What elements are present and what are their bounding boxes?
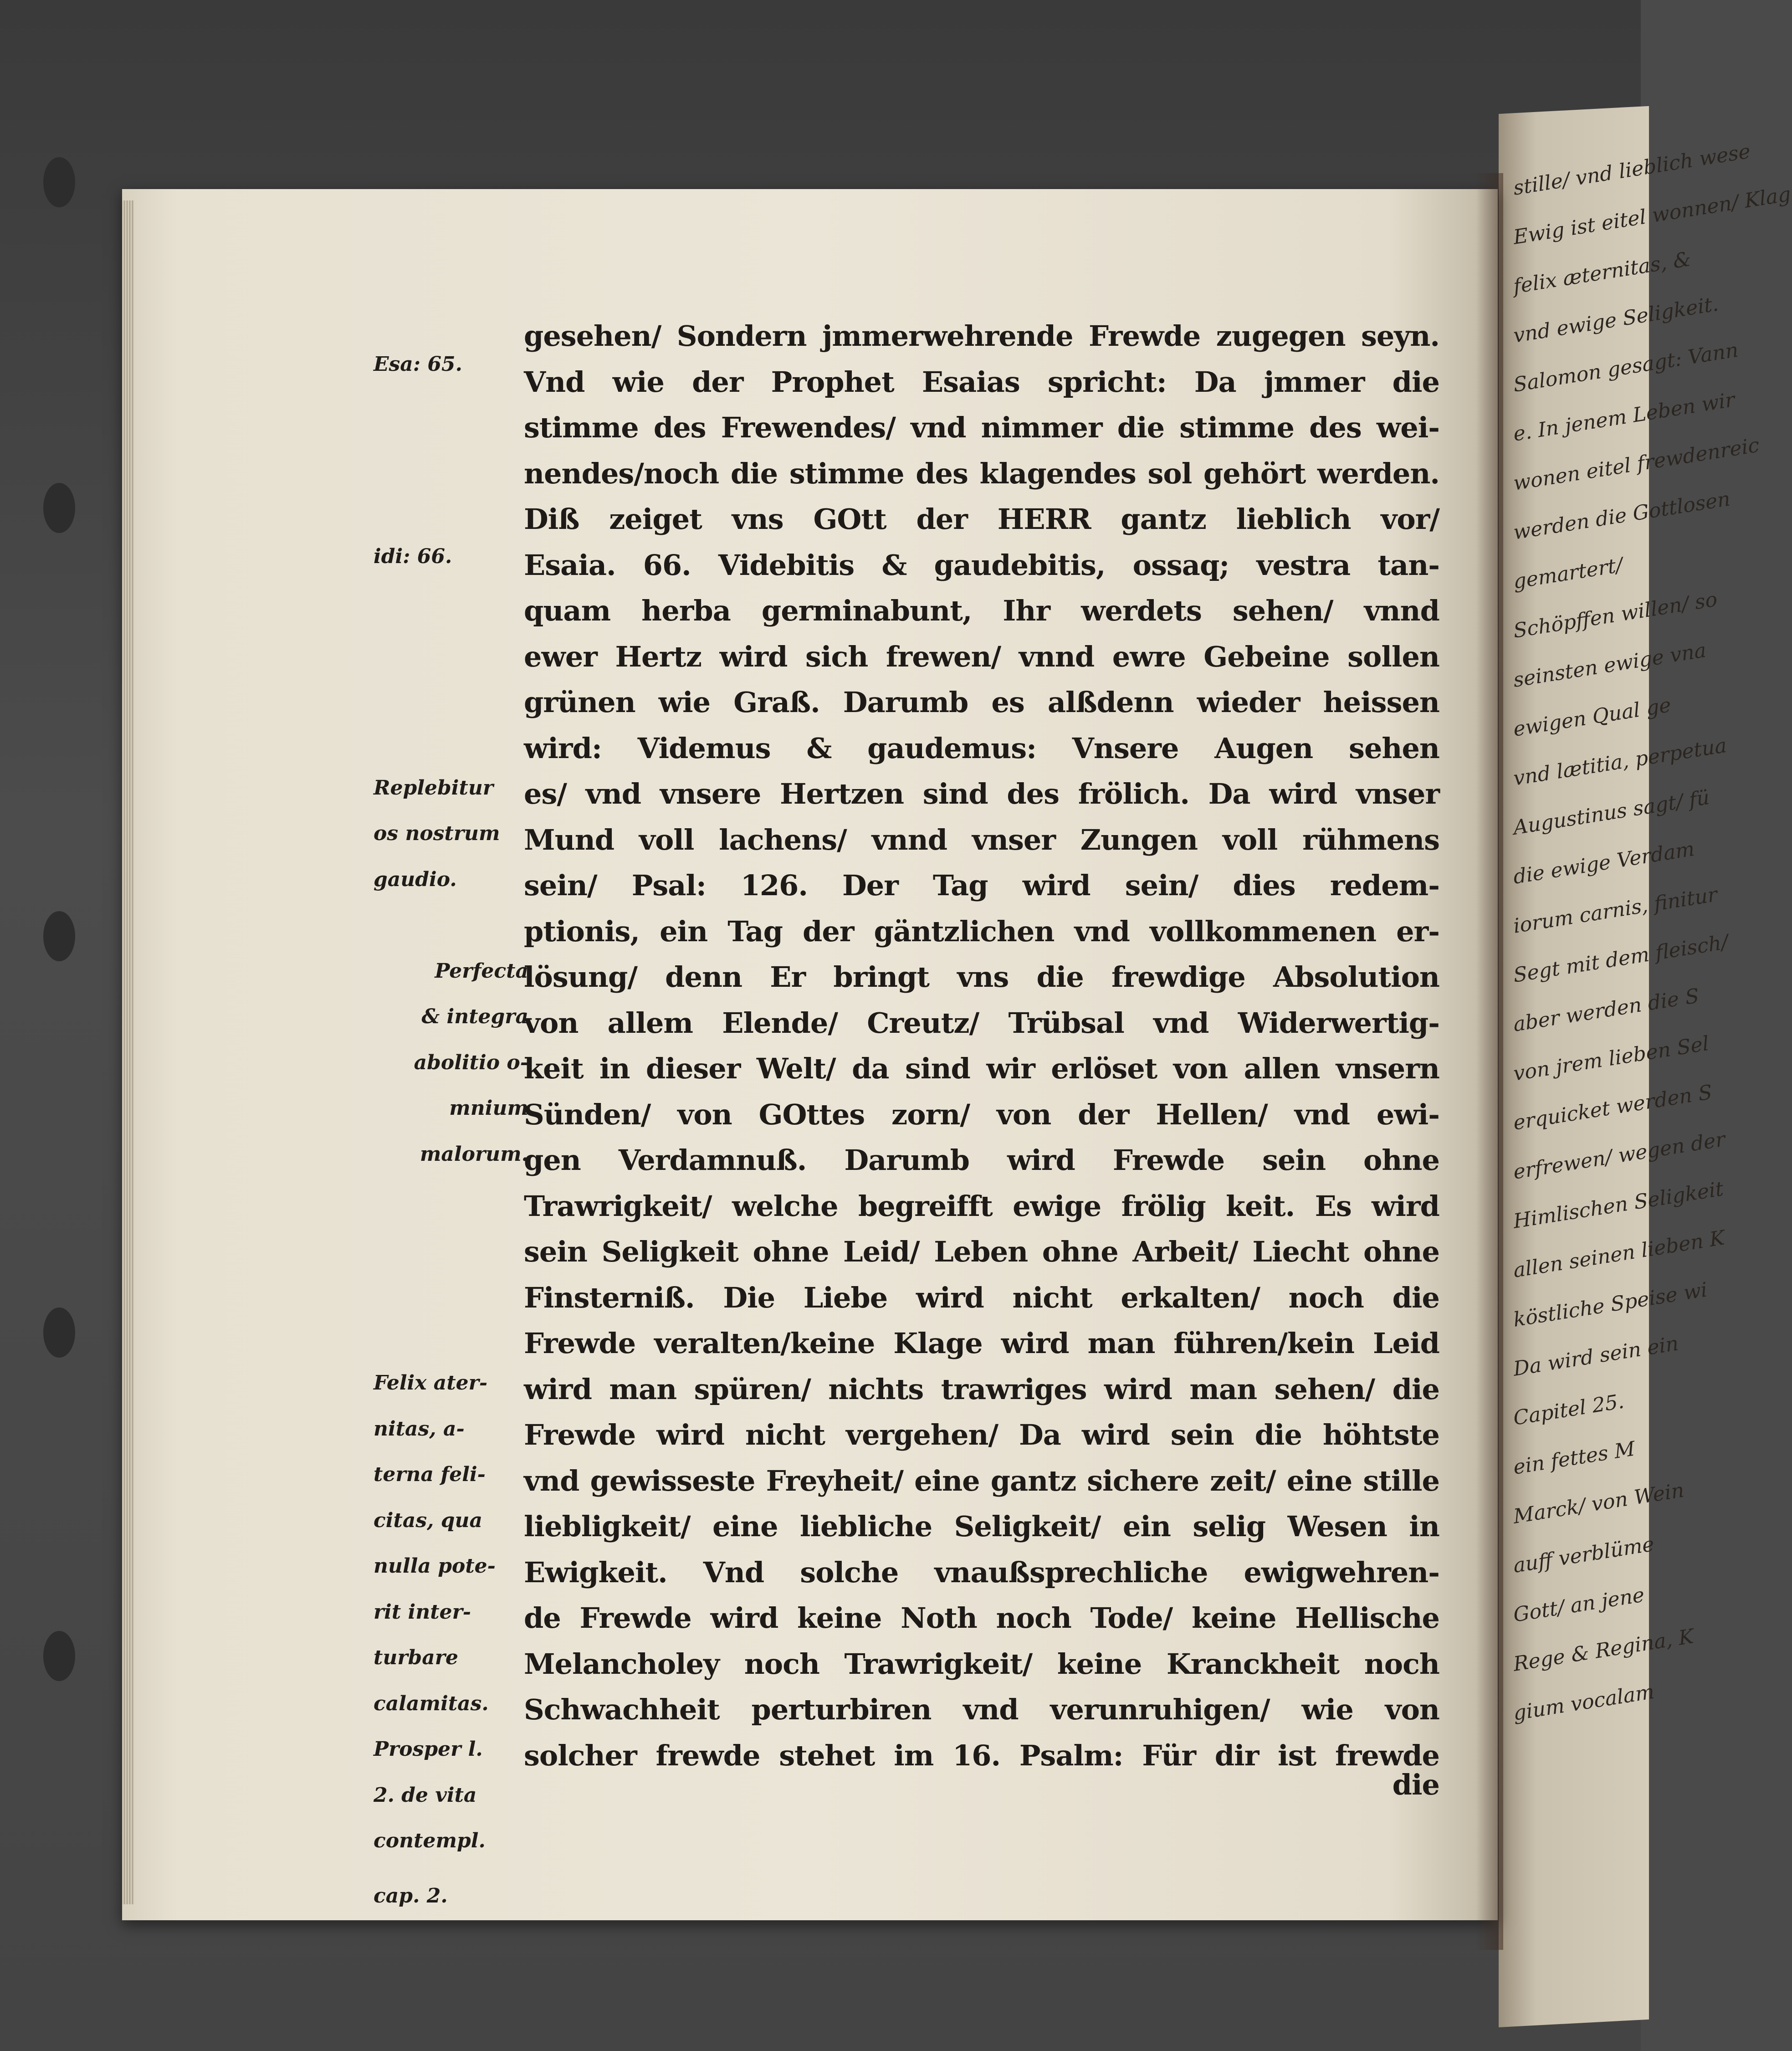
- facing-page-line: köstliche Speise wi: [1512, 1278, 1709, 1332]
- text-line: Trawrigkeit/ welche begreifft ewige frölig keit. Es wird: [524, 1189, 1439, 1223]
- margin-note: Perfecta: [435, 959, 528, 983]
- facing-page-line: iorum carnis, finitur: [1512, 883, 1719, 938]
- margin-note: idi: 66.: [374, 545, 452, 569]
- facing-page-line: vnd lætitia, perpetua: [1512, 733, 1728, 790]
- facing-page-line: Capitel 25.: [1512, 1390, 1625, 1430]
- text-line: solcher frewde stehet im 16. Psalm: Für dir ist frewde: [524, 1738, 1439, 1772]
- margin-note: gaudio.: [374, 867, 457, 891]
- binding-mark: [43, 1308, 75, 1358]
- text-line: liebligkeit/ eine liebliche Seligkeit/ ein selig Wesen in: [524, 1510, 1439, 1543]
- text-line: de Frewde wird keine Noth noch Tode/ keine Hellische: [524, 1601, 1439, 1635]
- facing-page-line: vnd ewige Seligkeit.: [1512, 292, 1720, 348]
- text-line: Finsterniß. Die Liebe wird nicht erkalten/ noch die: [524, 1281, 1439, 1314]
- binding-mark: [43, 911, 75, 961]
- text-line: Sünden/ von GOttes zorn/ von der Hellen/ vnd ewi-: [524, 1097, 1439, 1131]
- facing-page-line: Ewig ist eitel wonnen/ Klag: [1512, 182, 1792, 249]
- facing-page-line: Augustinus sagt/ fü: [1512, 785, 1711, 840]
- text-line: nendes/noch die stimme des klagendes sol gehört werden.: [524, 456, 1439, 490]
- margin-note: 2. de vita: [374, 1783, 477, 1807]
- facing-page-line: stille/ vnd lieblich wese: [1512, 139, 1751, 200]
- page-gutter: [1476, 173, 1503, 1950]
- facing-page-line: Marck/ von Wein: [1512, 1478, 1685, 1528]
- facing-page-line: Salomon gesagt: Vann: [1512, 338, 1740, 397]
- margin-note: turbare: [374, 1646, 458, 1670]
- margin-note: mnium: [449, 1097, 528, 1120]
- text-line: Vnd wie der Prophet Esaias spricht: Da jmmer die: [524, 365, 1439, 399]
- margin-note: Prosper l.: [374, 1738, 483, 1761]
- text-line: keit in dieser Welt/ da sind wir erlöset von allen vnsern: [524, 1052, 1439, 1085]
- facing-page-line: Segt mit dem fleisch/: [1512, 930, 1729, 987]
- margin-note: cap. 2.: [374, 1884, 448, 1907]
- margin-note: os nostrum: [374, 822, 500, 846]
- text-line: lösung/ denn Er bringt vns die frewdige Absolution: [524, 960, 1439, 994]
- binding-mark: [43, 157, 75, 207]
- margin-note: nitas, a-: [374, 1417, 465, 1441]
- text-line: Mund voll lachens/ vnnd vnser Zungen voll rühmens: [524, 823, 1439, 856]
- text-line: Frewde wird nicht vergehen/ Da wird sein die höhtste: [524, 1418, 1439, 1451]
- margin-note: calamitas.: [374, 1692, 489, 1715]
- text-line: Ewigkeit. Vnd solche vnaußsprechliche ewigwehren-: [524, 1555, 1439, 1589]
- text-line: Diß zeiget vns GOtt der HERR gantz lieblich vor/: [524, 502, 1439, 536]
- text-line: gesehen/ Sondern jmmerwehrende Frewde zugegen seyn.: [524, 319, 1439, 353]
- facing-page-line: wonen eitel frewdenreic: [1512, 433, 1761, 495]
- facing-page-line: Rege & Regina, K: [1512, 1625, 1695, 1676]
- margin-note: contempl.: [374, 1829, 486, 1853]
- facing-page-line: felix æternitas, &: [1512, 247, 1692, 298]
- facing-page-line: allen seinen lieben K: [1512, 1226, 1726, 1282]
- facing-page-line: erquicket werden S: [1512, 1080, 1714, 1135]
- margin-note: Replebitur: [374, 776, 494, 800]
- margin-note: abolitio o-: [414, 1051, 528, 1074]
- facing-page-line: Himlischen Seligkeit: [1512, 1177, 1725, 1233]
- facing-page-line: aber werden die S: [1512, 984, 1700, 1036]
- facing-page-line: gemartert/: [1512, 553, 1624, 594]
- margin-note: citas, qua: [374, 1508, 483, 1532]
- text-line: Frewde veralten/keine Klage wird man führen/kein Leid: [524, 1327, 1439, 1360]
- facing-page-line: werden die Gottlosen: [1512, 487, 1731, 544]
- facing-page-line: gium vocalam: [1512, 1680, 1656, 1725]
- text-line: sein/ Psal: 126. Der Tag wird sein/ dies redem-: [524, 869, 1439, 902]
- text-line: Melancholey noch Trawrigkeit/ keine Kranckheit noch: [524, 1647, 1439, 1681]
- facing-page-line: seinsten ewige vna: [1512, 638, 1708, 692]
- margin-note: & integra: [421, 1005, 528, 1029]
- text-line: es/ vnd vnsere Hertzen sind des frölich. Da wird vnser: [524, 777, 1439, 810]
- facing-page-line: erfrewen/ wegen der: [1512, 1128, 1726, 1184]
- facing-page-line: auff verblüme: [1512, 1532, 1655, 1578]
- text-line: Schwachheit perturbiren vnd verunruhigen/ wie von: [524, 1693, 1439, 1726]
- text-line: wird man spüren/ nichts trawriges wird man sehen/ die: [524, 1372, 1439, 1406]
- facing-page-line: ewigen Qual ge: [1512, 693, 1672, 741]
- binding-mark: [43, 1631, 75, 1681]
- facing-page-line: von jrem lieben Sel: [1512, 1031, 1710, 1086]
- margin-note: rit inter-: [374, 1600, 471, 1624]
- catchword: die: [1392, 1768, 1439, 1801]
- text-line: von allem Elende/ Creutz/ Trübsal vnd Widerwertig-: [524, 1006, 1439, 1040]
- text-line: wird: Videmus & gaudemus: Vnsere Augen sehen: [524, 731, 1439, 765]
- page-edge: [122, 200, 134, 1904]
- binding-mark: [43, 483, 75, 533]
- text-line: Esaia. 66. Videbitis & gaudebitis, ossaq; vestra tan-: [524, 548, 1439, 582]
- facing-page-line: e. In jenem Leben wir: [1512, 388, 1736, 446]
- text-line: ewer Hertz wird sich frewen/ vnnd ewre Gebeine sollen: [524, 640, 1439, 673]
- margin-note: Felix ater-: [374, 1371, 488, 1395]
- facing-page-line: ein fettes M: [1512, 1437, 1636, 1479]
- facing-page: [1499, 106, 1792, 2027]
- margin-note: terna feli-: [374, 1463, 486, 1487]
- text-line: quam herba germinabunt, Ihr werdets sehen/ vnnd: [524, 594, 1439, 627]
- facing-page-line: Da wird sein ein: [1512, 1332, 1680, 1381]
- facing-page-line: die ewige Verdam: [1512, 837, 1696, 889]
- text-line: gen Verdamnuß. Darumb wird Frewde sein ohne: [524, 1143, 1439, 1177]
- text-line: stimme des Frewendes/ vnd nimmer die stimme des wei-: [524, 411, 1439, 444]
- text-line: sein Seligkeit ohne Leid/ Leben ohne Arbeit/ Liecht ohne: [524, 1235, 1439, 1268]
- text-line: grünen wie Graß. Darumb es alßdenn wieder heissen: [524, 686, 1439, 719]
- text-line: ptionis, ein Tag der gäntzlichen vnd vollkommenen er-: [524, 914, 1439, 948]
- text-line: vnd gewisseste Freyheit/ eine gantz sichere zeit/ eine stille: [524, 1464, 1439, 1497]
- margin-note: malorum.: [420, 1142, 528, 1166]
- facing-page-line: Gott/ an jene: [1512, 1583, 1646, 1627]
- margin-note: nulla pote-: [374, 1554, 496, 1578]
- margin-note: Esa: 65.: [374, 353, 462, 376]
- facing-page-line: Schöpffen willen/ so: [1512, 588, 1719, 643]
